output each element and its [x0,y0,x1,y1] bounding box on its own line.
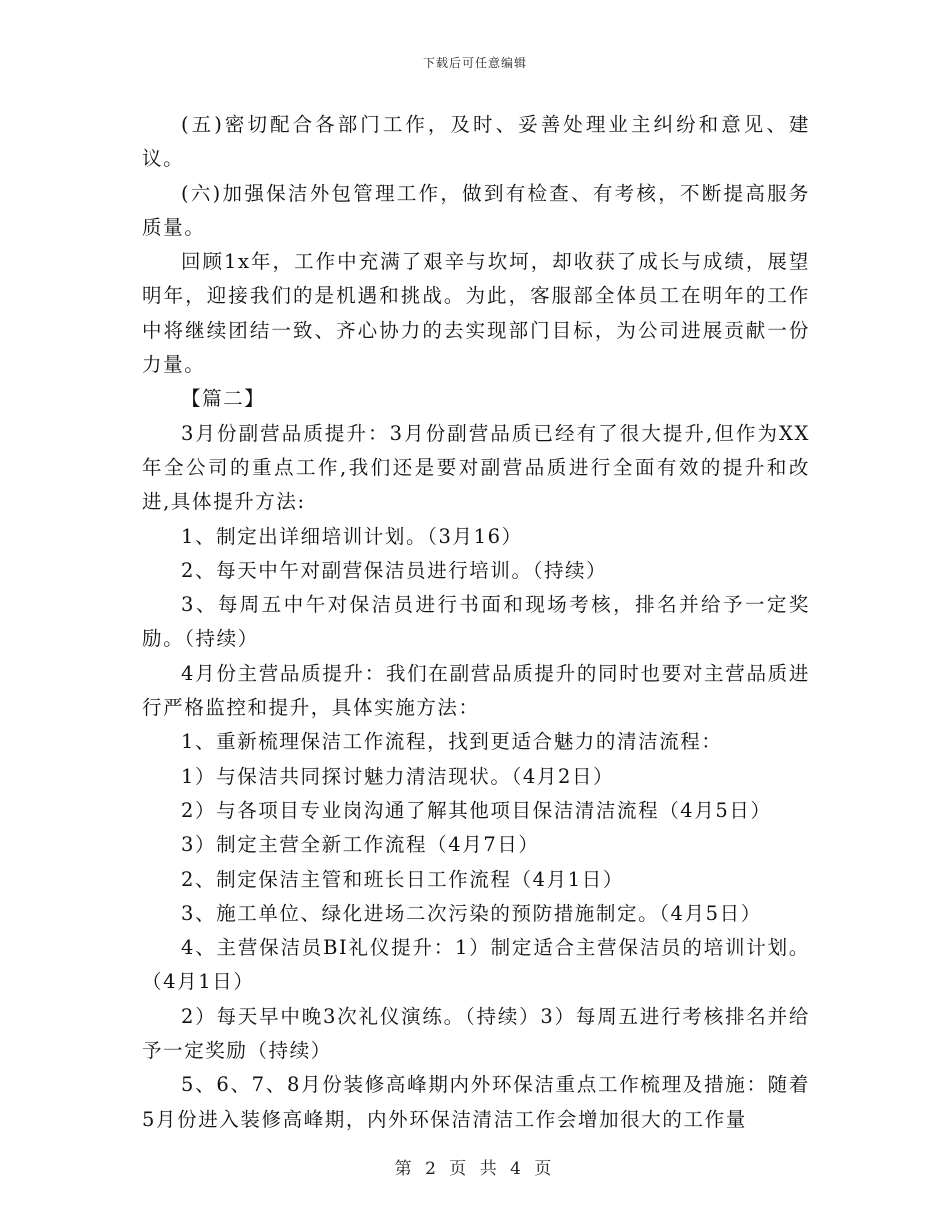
list-item: 2）每天早中晚3次礼仪演练。（持续）3）每周五进行考核排名并给予一定奖励（持续） [142,1004,810,1063]
list-item: 3、每周五中午对保洁员进行书面和现场考核，排名并给予一定奖励。（持续） [142,593,810,651]
paragraph: 3月份副营品质提升：3月份副营品质已经有了很大提升,但作为XX年全公司的重点工作,我们还是要对副营品质进行全面有效的提升和改进,具体提升方法: [142,421,810,514]
paragraph: (六)加强保洁外包管理工作，做到有检查、有考核，不断提高服务质量。 [142,181,810,239]
list-item: 1、制定出详细培训计划。（3月16） [181,524,523,548]
paragraph: 5、6、7、8月份装修高峰期内外环保洁重点工作梳理及措施：随着5月份进入装修高峰期，内外环保洁清洁工作会增加很大的工作量 [142,1073,810,1131]
paragraph: 4月份主营品质提升：我们在副营品质提升的同时也要对主营品质进行严格监控和提升，具体实施方法： [142,661,810,720]
list-item: 2）与各项目专业岗沟通了解其他项目保洁清洁流程（4月5日） [181,798,772,822]
list-item: 3、施工单位、绿化进场二次污染的预防措施制定。（4月5日） [181,901,762,925]
page-number: 第 2 页 共 4 页 [394,1159,556,1179]
page-header: 下载后可任意编辑 [422,56,527,70]
section-heading: 【篇二】 [181,387,266,411]
list-item: 2、每天中午对副营保洁员进行培训。（持续） [181,558,608,582]
list-item: 1）与保洁共同探讨魅力清洁现状。（4月2日） [181,764,615,788]
list-item: 1、重新梳理保洁工作流程，找到更适合魅力的清洁流程： [181,730,723,754]
document-body [142,108,810,1137]
paragraph: (五)密切配合各部门工作，及时、妥善处理业主纠纷和意见、建议。 [142,113,810,171]
paragraph: 回顾1x年，工作中充满了艰辛与坎坷，却收获了成长与成绩，展望明年，迎接我们的是机遇和挑战。为此，客服部全体员工在明年的工作中将继续团结一致、齐心协力的去实现部门目标，为公司进展贡献一份力量。 [142,250,810,377]
list-item: 2、制定保洁主管和班长日工作流程（4月1日） [181,867,624,891]
list-item: 3）制定主营全新工作流程（4月7日） [181,833,540,857]
list-item: 4、主营保洁员BI礼仪提升：1）制定适合主营保洁员的培训计划。（4月1日） [142,936,810,994]
